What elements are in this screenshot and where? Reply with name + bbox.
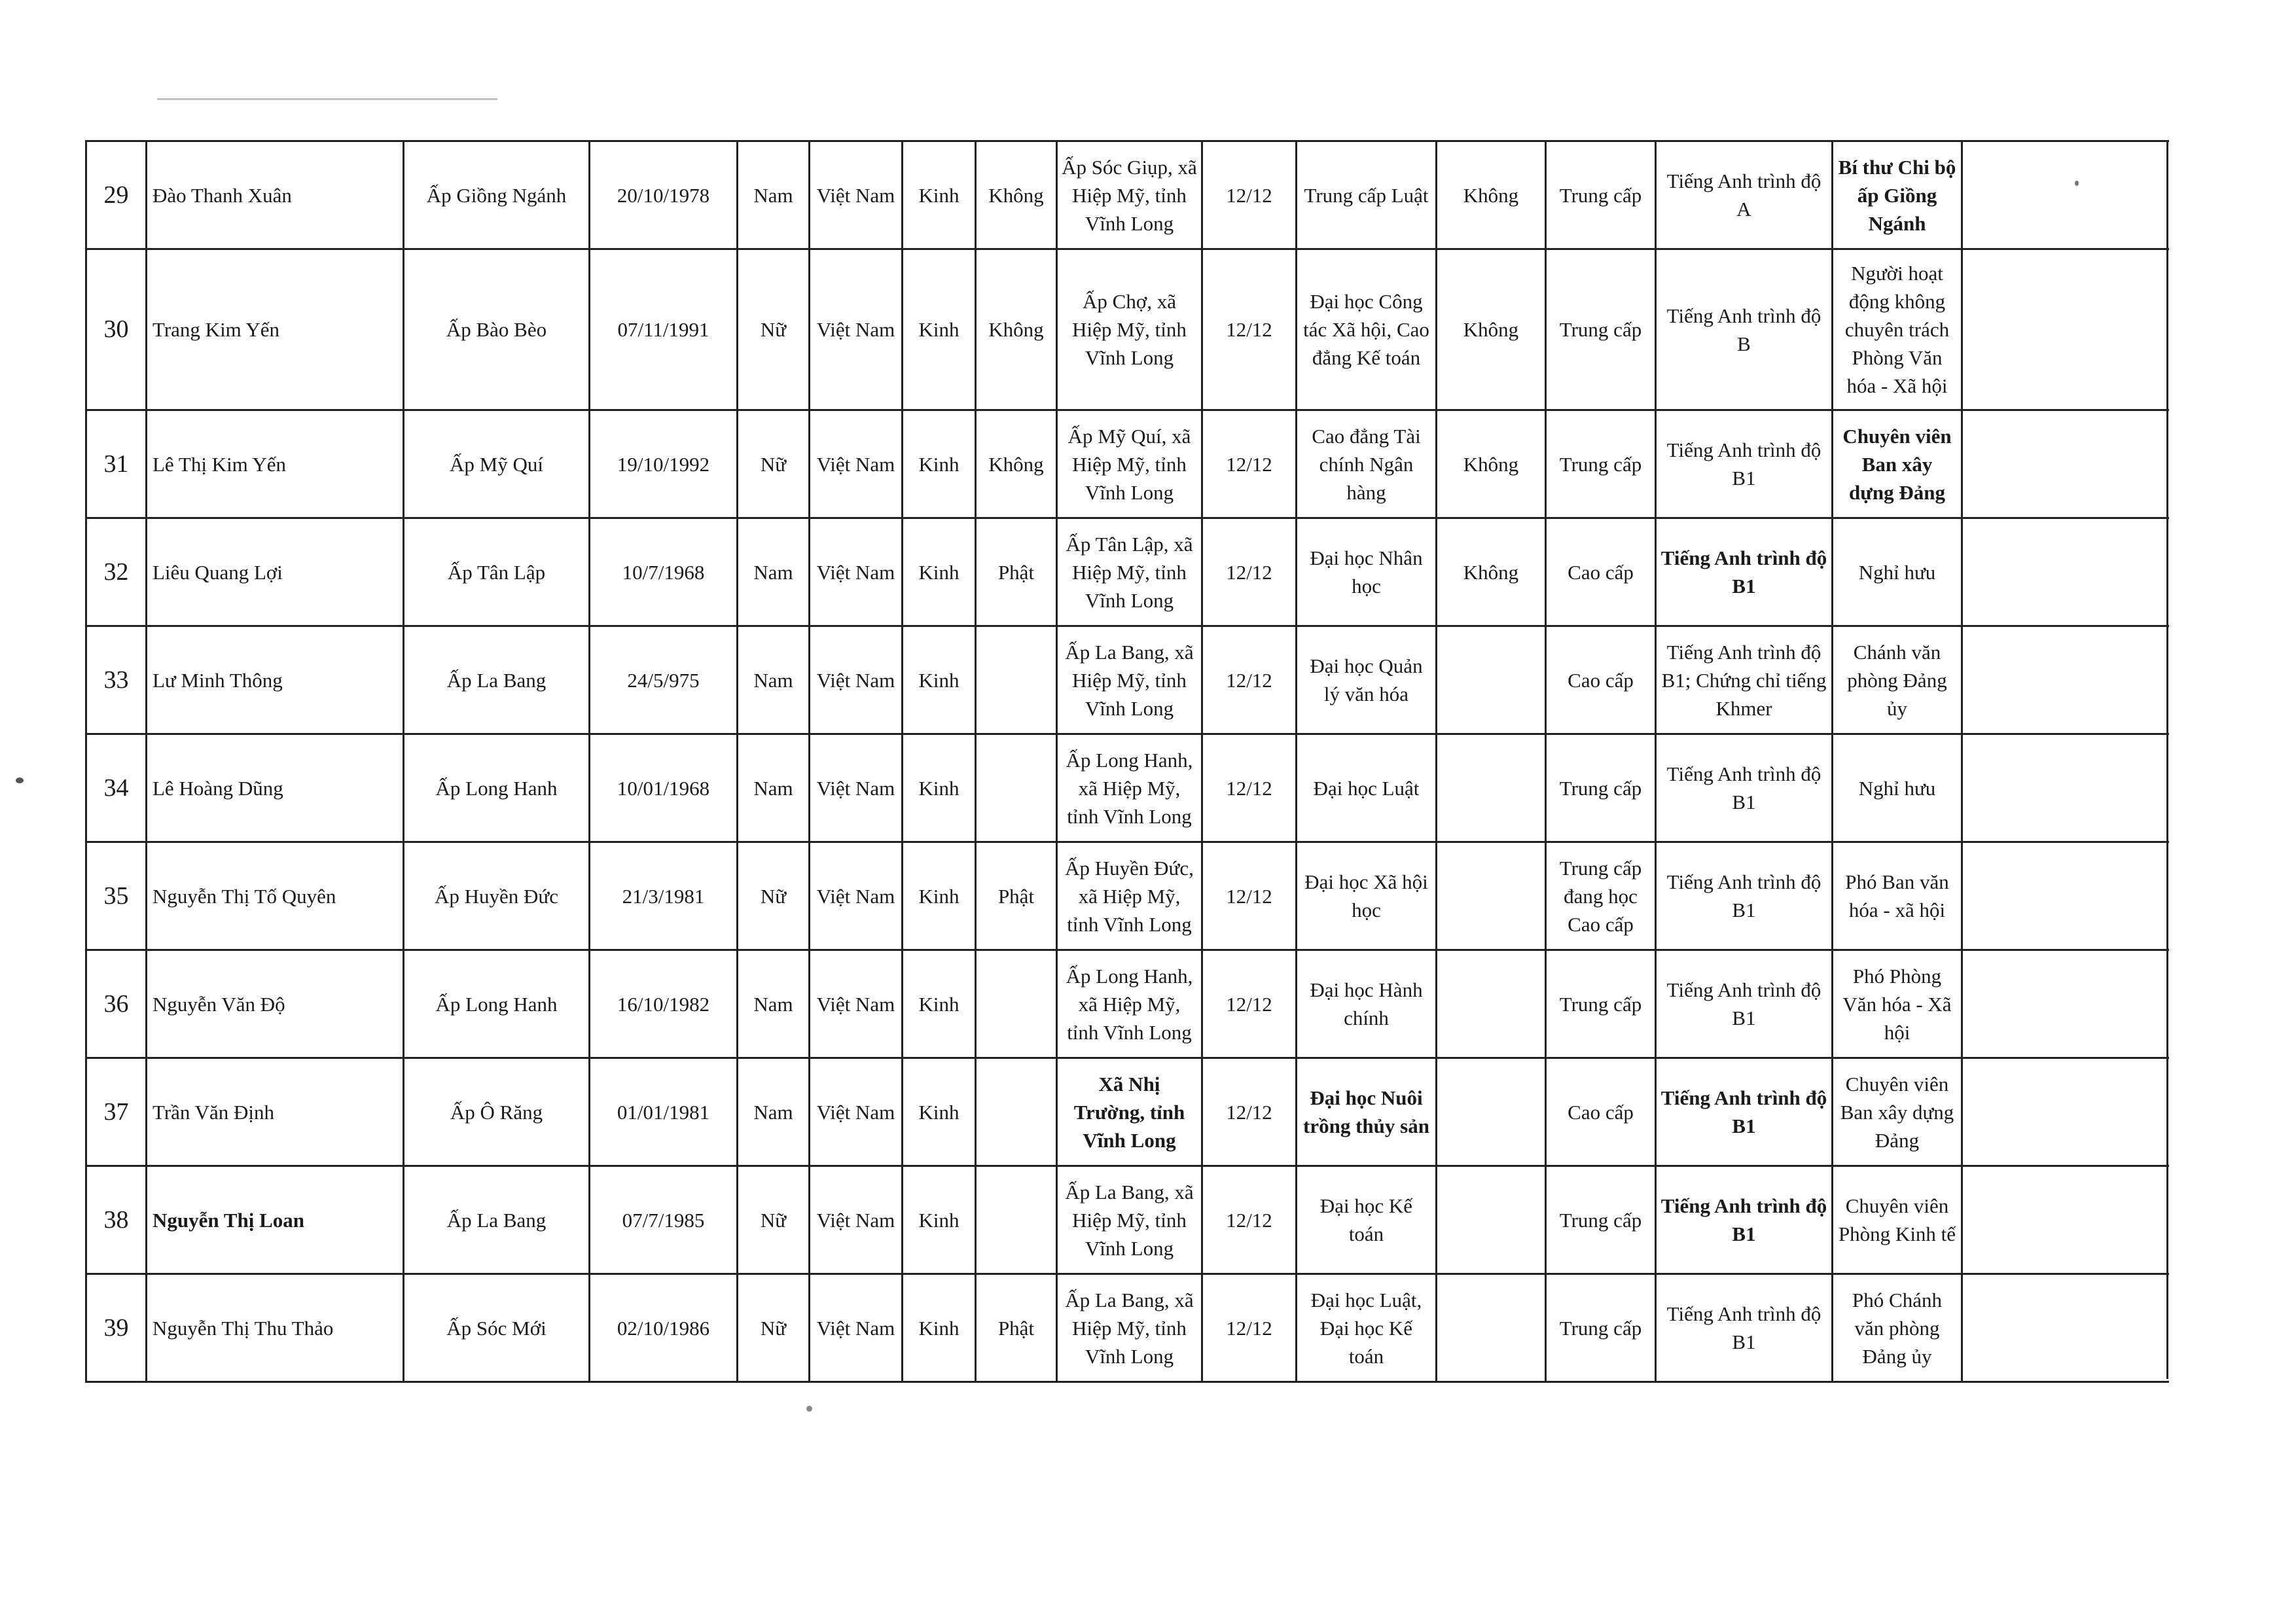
full-name-cell: Nguyễn Thị Loan (147, 1166, 404, 1274)
academic-degree-cell (1437, 842, 1546, 950)
notes-cell (1962, 626, 2169, 734)
ethnicity-cell: Kinh (903, 1058, 976, 1166)
notes-cell (1962, 1058, 2169, 1166)
full-name-cell: Lư Minh Thông (147, 626, 404, 734)
residence-cell: Ấp Long Hanh, xã Hiệp Mỹ, tỉnh Vĩnh Long (1057, 734, 1202, 842)
foreign-language-cell: Tiếng Anh trình độ B1; Chứng chỉ tiếng Khmer (1656, 626, 1833, 734)
ethnicity-cell: Kinh (903, 950, 976, 1058)
gender-cell: Nữ (738, 1274, 810, 1382)
full-name-cell: Nguyễn Thị Tố Quyên (147, 842, 404, 950)
ethnicity-cell: Kinh (903, 141, 976, 249)
religion-cell (976, 626, 1057, 734)
residence-cell: Ấp Mỹ Quí, xã Hiệp Mỹ, tỉnh Vĩnh Long (1057, 410, 1202, 518)
hometown-cell: Ấp La Bang (404, 1166, 590, 1274)
candidate-table (85, 140, 2169, 1383)
candidate-table-body (86, 141, 2169, 1382)
religion-cell: Không (976, 141, 1057, 249)
notes-cell (1962, 1274, 2169, 1382)
academic-degree-cell (1437, 626, 1546, 734)
political-theory-level-cell: Trung cấp (1546, 249, 1656, 410)
residence-cell: Ấp Tân Lập, xã Hiệp Mỹ, tỉnh Vĩnh Long (1057, 518, 1202, 626)
general-education-cell: 12/12 (1202, 249, 1297, 410)
professional-qualification-cell: Đại học Nhân học (1297, 518, 1437, 626)
notes-cell (1962, 518, 2169, 626)
hometown-cell: Ấp Bào Bèo (404, 249, 590, 410)
professional-qualification-cell: Cao đẳng Tài chính Ngân hàng (1297, 410, 1437, 518)
religion-cell (976, 1058, 1057, 1166)
scan-artifact-line (157, 98, 497, 100)
general-education-cell: 12/12 (1202, 842, 1297, 950)
foreign-language-cell: Tiếng Anh trình độ B1 (1656, 734, 1833, 842)
professional-qualification-cell: Trung cấp Luật (1297, 141, 1437, 249)
date-of-birth-cell: 16/10/1982 (590, 950, 738, 1058)
date-of-birth-cell: 02/10/1986 (590, 1274, 738, 1382)
ethnicity-cell: Kinh (903, 842, 976, 950)
professional-qualification-cell: Đại học Nuôi trồng thủy sản (1297, 1058, 1437, 1166)
residence-cell: Ấp Sóc Giụp, xã Hiệp Mỹ, tỉnh Vĩnh Long (1057, 141, 1202, 249)
row-number-cell: 29 (86, 141, 147, 249)
row-number-cell: 39 (86, 1274, 147, 1382)
ethnicity-cell: Kinh (903, 518, 976, 626)
religion-cell (976, 950, 1057, 1058)
hometown-cell: Ấp Ô Răng (404, 1058, 590, 1166)
ethnicity-cell: Kinh (903, 249, 976, 410)
residence-cell: Ấp Long Hanh, xã Hiệp Mỹ, tỉnh Vĩnh Long (1057, 950, 1202, 1058)
notes-cell (1962, 249, 2169, 410)
date-of-birth-cell: 10/01/1968 (590, 734, 738, 842)
hometown-cell: Ấp Giồng Ngánh (404, 141, 590, 249)
nationality-cell: Việt Nam (810, 734, 903, 842)
political-theory-level-cell: Cao cấp (1546, 518, 1656, 626)
ethnicity-cell: Kinh (903, 1274, 976, 1382)
current-position-cell: Người hoạt động không chuyên trách Phòng Văn hóa - Xã hội (1833, 249, 1962, 410)
political-theory-level-cell: Trung cấp (1546, 410, 1656, 518)
religion-cell: Phật (976, 842, 1057, 950)
general-education-cell: 12/12 (1202, 518, 1297, 626)
full-name-cell: Lê Hoàng Dũng (147, 734, 404, 842)
full-name-cell: Nguyễn Văn Độ (147, 950, 404, 1058)
current-position-cell: Chuyên viên Phòng Kinh tế (1833, 1166, 1962, 1274)
professional-qualification-cell: Đại học Kế toán (1297, 1166, 1437, 1274)
table-row (86, 950, 2169, 1058)
table-right-border (2166, 140, 2168, 1379)
scan-artifact-dot (16, 777, 24, 783)
table-row (86, 842, 2169, 950)
religion-cell: Phật (976, 1274, 1057, 1382)
row-number-cell: 30 (86, 249, 147, 410)
hometown-cell: Ấp Tân Lập (404, 518, 590, 626)
academic-degree-cell (1437, 1274, 1546, 1382)
notes-cell (1962, 1166, 2169, 1274)
general-education-cell: 12/12 (1202, 410, 1297, 518)
residence-cell: Ấp Chợ, xã Hiệp Mỹ, tỉnh Vĩnh Long (1057, 249, 1202, 410)
political-theory-level-cell: Trung cấp (1546, 950, 1656, 1058)
general-education-cell: 12/12 (1202, 734, 1297, 842)
gender-cell: Nữ (738, 842, 810, 950)
hometown-cell: Ấp La Bang (404, 626, 590, 734)
religion-cell: Phật (976, 518, 1057, 626)
foreign-language-cell: Tiếng Anh trình độ B1 (1656, 950, 1833, 1058)
row-number-cell: 38 (86, 1166, 147, 1274)
table-row (86, 1274, 2169, 1382)
religion-cell (976, 734, 1057, 842)
hometown-cell: Ấp Long Hanh (404, 734, 590, 842)
current-position-cell: Nghỉ hưu (1833, 734, 1962, 842)
table-row (86, 626, 2169, 734)
date-of-birth-cell: 01/01/1981 (590, 1058, 738, 1166)
foreign-language-cell: Tiếng Anh trình độ B1 (1656, 1058, 1833, 1166)
hometown-cell: Ấp Mỹ Quí (404, 410, 590, 518)
row-number-cell: 34 (86, 734, 147, 842)
nationality-cell: Việt Nam (810, 842, 903, 950)
hometown-cell: Ấp Huyền Đức (404, 842, 590, 950)
religion-cell: Không (976, 410, 1057, 518)
table-row (86, 141, 2169, 249)
foreign-language-cell: Tiếng Anh trình độ A (1656, 141, 1833, 249)
political-theory-level-cell: Cao cấp (1546, 1058, 1656, 1166)
foreign-language-cell: Tiếng Anh trình độ B1 (1656, 842, 1833, 950)
current-position-cell: Nghỉ hưu (1833, 518, 1962, 626)
current-position-cell: Chánh văn phòng Đảng ủy (1833, 626, 1962, 734)
date-of-birth-cell: 19/10/1992 (590, 410, 738, 518)
date-of-birth-cell: 07/11/1991 (590, 249, 738, 410)
general-education-cell: 12/12 (1202, 950, 1297, 1058)
full-name-cell: Nguyễn Thị Thu Thảo (147, 1274, 404, 1382)
religion-cell: Không (976, 249, 1057, 410)
gender-cell: Nữ (738, 1166, 810, 1274)
foreign-language-cell: Tiếng Anh trình độ B (1656, 249, 1833, 410)
political-theory-level-cell: Cao cấp (1546, 626, 1656, 734)
professional-qualification-cell: Đại học Công tác Xã hội, Cao đẳng Kế toán (1297, 249, 1437, 410)
table-row (86, 734, 2169, 842)
gender-cell: Nam (738, 518, 810, 626)
professional-qualification-cell: Đại học Luật (1297, 734, 1437, 842)
nationality-cell: Việt Nam (810, 1274, 903, 1382)
residence-cell: Xã Nhị Trường, tỉnh Vĩnh Long (1057, 1058, 1202, 1166)
hometown-cell: Ấp Long Hanh (404, 950, 590, 1058)
notes-cell (1962, 842, 2169, 950)
full-name-cell: Liêu Quang Lợi (147, 518, 404, 626)
ethnicity-cell: Kinh (903, 410, 976, 518)
academic-degree-cell (1437, 1058, 1546, 1166)
political-theory-level-cell: Trung cấp (1546, 734, 1656, 842)
current-position-cell: Phó Ban văn hóa - xã hội (1833, 842, 1962, 950)
foreign-language-cell: Tiếng Anh trình độ B1 (1656, 518, 1833, 626)
table-row (86, 249, 2169, 410)
full-name-cell: Lê Thị Kim Yến (147, 410, 404, 518)
table-row (86, 1058, 2169, 1166)
nationality-cell: Việt Nam (810, 1058, 903, 1166)
notes-cell (1962, 410, 2169, 518)
date-of-birth-cell: 20/10/1978 (590, 141, 738, 249)
residence-cell: Ấp La Bang, xã Hiệp Mỹ, tỉnh Vĩnh Long (1057, 626, 1202, 734)
general-education-cell: 12/12 (1202, 1166, 1297, 1274)
row-number-cell: 32 (86, 518, 147, 626)
foreign-language-cell: Tiếng Anh trình độ B1 (1656, 1274, 1833, 1382)
table-row (86, 410, 2169, 518)
current-position-cell: Chuyên viên Ban xây dựng Đảng (1833, 410, 1962, 518)
general-education-cell: 12/12 (1202, 141, 1297, 249)
gender-cell: Nam (738, 950, 810, 1058)
gender-cell: Nam (738, 734, 810, 842)
nationality-cell: Việt Nam (810, 141, 903, 249)
general-education-cell: 12/12 (1202, 626, 1297, 734)
gender-cell: Nam (738, 626, 810, 734)
notes-cell (1962, 141, 2169, 249)
general-education-cell: 12/12 (1202, 1058, 1297, 1166)
nationality-cell: Việt Nam (810, 518, 903, 626)
general-education-cell: 12/12 (1202, 1274, 1297, 1382)
current-position-cell: Chuyên viên Ban xây dựng Đảng (1833, 1058, 1962, 1166)
notes-cell (1962, 950, 2169, 1058)
academic-degree-cell (1437, 950, 1546, 1058)
academic-degree-cell (1437, 734, 1546, 842)
row-number-cell: 35 (86, 842, 147, 950)
ethnicity-cell: Kinh (903, 1166, 976, 1274)
residence-cell: Ấp La Bang, xã Hiệp Mỹ, tỉnh Vĩnh Long (1057, 1274, 1202, 1382)
row-number-cell: 33 (86, 626, 147, 734)
ethnicity-cell: Kinh (903, 734, 976, 842)
date-of-birth-cell: 10/7/1968 (590, 518, 738, 626)
nationality-cell: Việt Nam (810, 249, 903, 410)
foreign-language-cell: Tiếng Anh trình độ B1 (1656, 410, 1833, 518)
full-name-cell: Trang Kim Yến (147, 249, 404, 410)
notes-cell (1962, 734, 2169, 842)
hometown-cell: Ấp Sóc Mới (404, 1274, 590, 1382)
current-position-cell: Bí thư Chi bộ ấp Giồng Ngánh (1833, 141, 1962, 249)
nationality-cell: Việt Nam (810, 410, 903, 518)
full-name-cell: Đào Thanh Xuân (147, 141, 404, 249)
academic-degree-cell: Không (1437, 410, 1546, 518)
row-number-cell: 36 (86, 950, 147, 1058)
table-row (86, 518, 2169, 626)
professional-qualification-cell: Đại học Luật, Đại học Kế toán (1297, 1274, 1437, 1382)
current-position-cell: Phó Chánh văn phòng Đảng ủy (1833, 1274, 1962, 1382)
political-theory-level-cell: Trung cấp (1546, 141, 1656, 249)
residence-cell: Ấp Huyền Đức, xã Hiệp Mỹ, tỉnh Vĩnh Long (1057, 842, 1202, 950)
ethnicity-cell: Kinh (903, 626, 976, 734)
academic-degree-cell (1437, 1166, 1546, 1274)
academic-degree-cell: Không (1437, 141, 1546, 249)
row-number-cell: 31 (86, 410, 147, 518)
full-name-cell: Trần Văn Định (147, 1058, 404, 1166)
date-of-birth-cell: 21/3/1981 (590, 842, 738, 950)
row-number-cell: 37 (86, 1058, 147, 1166)
political-theory-level-cell: Trung cấp đang học Cao cấp (1546, 842, 1656, 950)
political-theory-level-cell: Trung cấp (1546, 1274, 1656, 1382)
date-of-birth-cell: 24/5/975 (590, 626, 738, 734)
current-position-cell: Phó Phòng Văn hóa - Xã hội (1833, 950, 1962, 1058)
residence-cell: Ấp La Bang, xã Hiệp Mỹ, tỉnh Vĩnh Long (1057, 1166, 1202, 1274)
professional-qualification-cell: Đại học Quản lý văn hóa (1297, 626, 1437, 734)
nationality-cell: Việt Nam (810, 950, 903, 1058)
gender-cell: Nữ (738, 249, 810, 410)
table-row (86, 1166, 2169, 1274)
academic-degree-cell: Không (1437, 518, 1546, 626)
nationality-cell: Việt Nam (810, 626, 903, 734)
religion-cell (976, 1166, 1057, 1274)
gender-cell: Nam (738, 1058, 810, 1166)
professional-qualification-cell: Đại học Hành chính (1297, 950, 1437, 1058)
academic-degree-cell: Không (1437, 249, 1546, 410)
nationality-cell: Việt Nam (810, 1166, 903, 1274)
scan-artifact-dot (806, 1406, 812, 1412)
professional-qualification-cell: Đại học Xã hội học (1297, 842, 1437, 950)
date-of-birth-cell: 07/7/1985 (590, 1166, 738, 1274)
political-theory-level-cell: Trung cấp (1546, 1166, 1656, 1274)
candidate-table-wrapper (85, 140, 2168, 1383)
foreign-language-cell: Tiếng Anh trình độ B1 (1656, 1166, 1833, 1274)
gender-cell: Nữ (738, 410, 810, 518)
gender-cell: Nam (738, 141, 810, 249)
